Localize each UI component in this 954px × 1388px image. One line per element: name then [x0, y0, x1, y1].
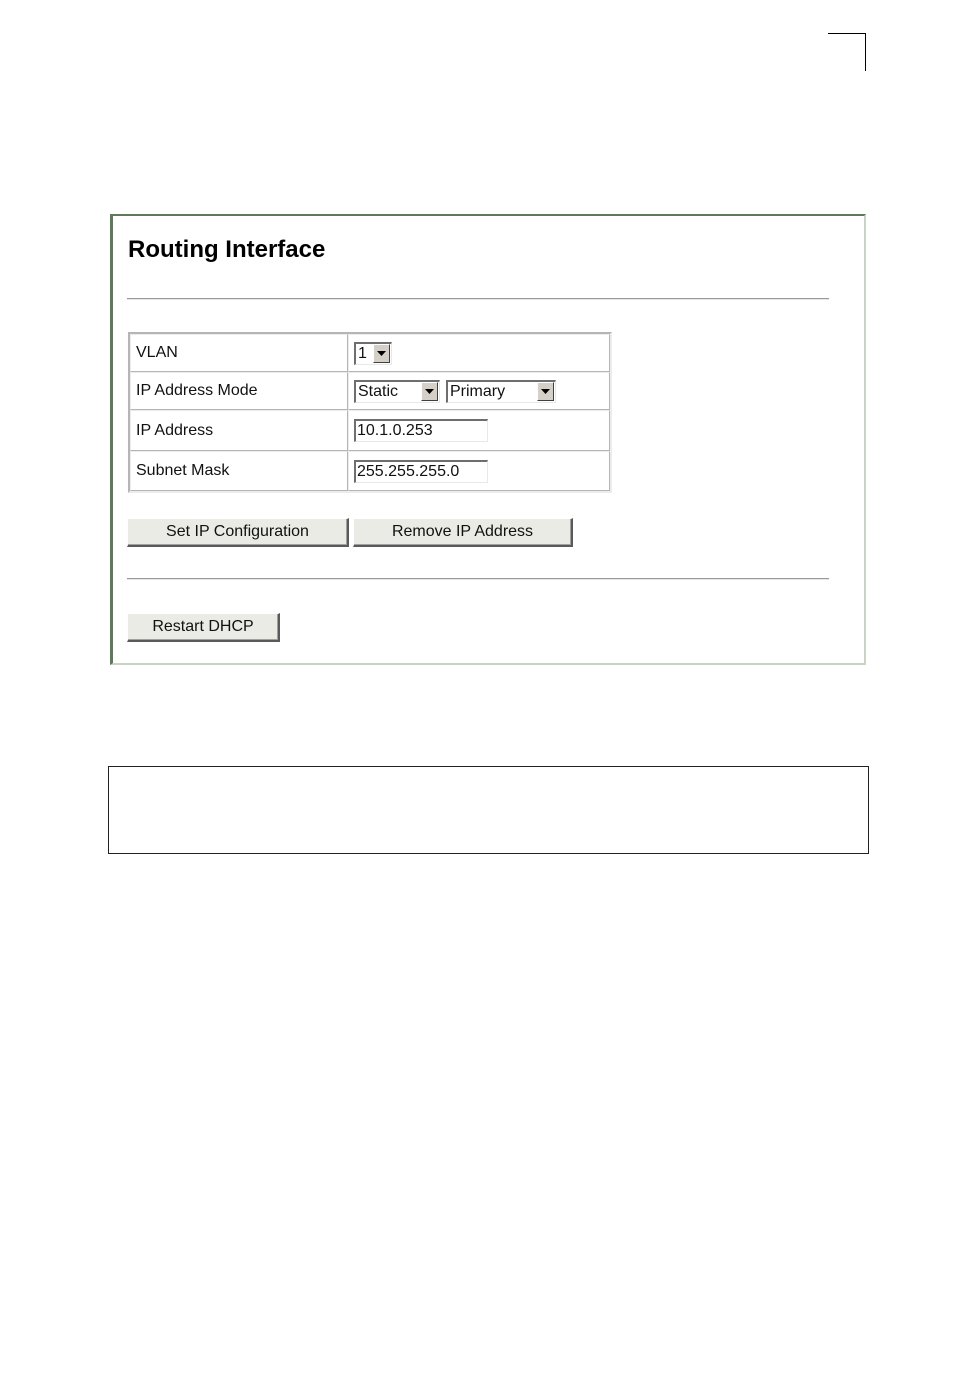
ip-mode-select[interactable]	[354, 380, 440, 403]
subnet-mask-input[interactable]: 255.255.255.0	[354, 460, 488, 483]
restart-dhcp-button[interactable]: Restart DHCP	[127, 613, 280, 642]
subnet-mask-label: Subnet Mask	[130, 451, 348, 491]
subnet-mask-cell	[348, 451, 610, 491]
table-row-ip-address	[130, 410, 610, 451]
divider-top	[127, 298, 829, 300]
routing-interface-panel	[110, 214, 866, 665]
chevron-down-icon[interactable]	[421, 382, 438, 401]
set-ip-configuration-button[interactable]: Set IP Configuration	[127, 518, 349, 547]
vlan-label: VLAN	[130, 334, 348, 372]
chevron-down-icon[interactable]	[537, 382, 554, 401]
ip-role-select[interactable]	[446, 380, 556, 403]
ip-address-mode-cell	[348, 372, 610, 410]
remove-ip-address-button[interactable]: Remove IP Address	[353, 518, 573, 547]
ip-address-input[interactable]: 10.1.0.253	[354, 419, 488, 442]
ip-address-cell	[348, 410, 610, 451]
table-row-subnet-mask	[130, 451, 610, 491]
vlan-select-value: 1	[358, 345, 367, 362]
table-row-ip-address-mode	[130, 372, 610, 410]
ip-address-label: IP Address	[130, 410, 348, 451]
chevron-down-icon[interactable]	[373, 344, 390, 363]
table-row-vlan	[130, 334, 610, 372]
ip-mode-select-value: Static	[358, 383, 399, 400]
vlan-cell	[348, 334, 610, 372]
divider-bottom	[127, 578, 829, 580]
ip-address-mode-label: IP Address Mode	[130, 372, 348, 410]
crop-mark	[828, 33, 866, 71]
page-title: Routing Interface	[128, 236, 326, 263]
ip-role-select-value: Primary	[450, 383, 506, 400]
vlan-select[interactable]	[354, 342, 392, 365]
note-box	[108, 766, 869, 854]
ip-config-table	[128, 332, 612, 493]
